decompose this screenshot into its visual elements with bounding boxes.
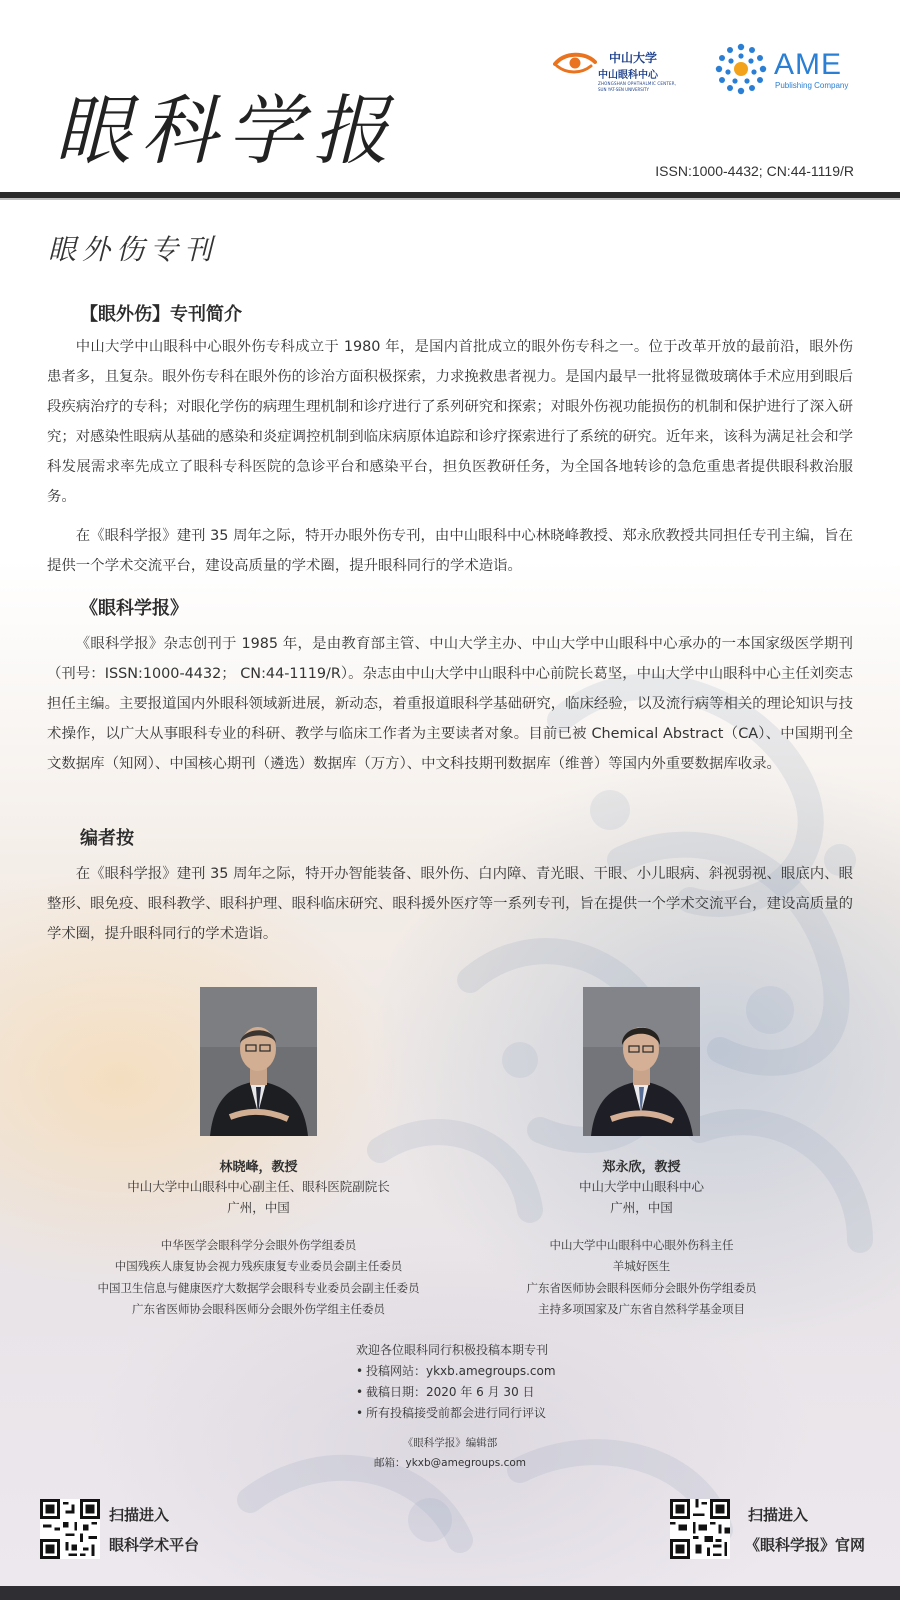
qr-left-label-2: 眼科学术平台 [109,1536,200,1554]
qr-right-label-2: 《眼科学报》官网 [745,1536,866,1554]
editor-note-paragraph: 在《眼科学报》建刊 35 周年之际，特开办智能装备、眼外伤、白内障、青光眼、干眼、小儿眼病、斜视弱视、眼底内、眼整形、眼免疫、眼科教学、眼科护理、眼科临床研究、眼科援外医疗等一系列专刊，旨在提供一个学术交流平台，建设高质量的学术圈，提升眼科同行的学术造诣。 [47,866,853,942]
editor-name-zheng: 郑永欣，教授 [602,1160,681,1175]
sysu-logo-en-1: ZHONGSHAN OPHTHALMIC CENTER, [598,81,677,86]
journal-heading: 《眼科学报》 [80,598,188,619]
ame-logo [714,42,854,98]
bullet-icon: • [356,1385,364,1399]
invite-headline: 欢迎各位眼科同行积极投稿本期专刊 [356,1343,549,1357]
editor-role-lin-3: 中国卫生信息与健康医疗大数据学会眼科专业委员会副主任委员 [97,1281,420,1295]
editor-location-lin: 广州，中国 [227,1200,290,1215]
ame-wordmark: AME [774,48,843,81]
sysu-zoc-logo [553,44,688,94]
bullet-icon: • [356,1364,364,1378]
editorial-email[interactable]: 邮箱：ykxb@amegroups.com [373,1457,527,1469]
editorial-office: 《眼科学报》编辑部 [402,1437,498,1449]
sysu-logo-text-1: 中山大学 [609,51,658,65]
invite-item-text: 投稿网站：ykxb.amegroups.com [366,1364,556,1378]
editor-note-heading: 编者按 [80,828,134,849]
sysu-logo-en-2: SUN YAT-SEN UNIVERSITY [598,87,649,92]
invite-item-deadline [356,1383,535,1400]
invite-item-review [356,1404,546,1421]
intro-paragraph-1: 中山大学中山眼科中心眼外伤专科成立于 1980 年，是国内首批成立的眼外伤专科之一。位于改革开放的最前沿，眼外伤患者多，且复杂。眼外伤专科在眼外伤的诊治方面积极探索，力求挽救患者视力。是国内最早一批将显微玻璃体手术应用到眼后段疾病治疗的专科；对眼化学伤的病理生理机制和诊疗进行了系列研究和探索；对眼外伤视功能损伤的机制和保护进行了深入研究；对感染性眼病从基础的感染和炎症调控机制到临床病原体追踪和诊疗探索进行了系统的研究。近年来，该科为满足社会和学科发展需求率先成立了眼科专科医院的急诊平台和感染平台，担负医教研任务，为全国各地转诊的急危重患者提供眼科救治服务。 [47,339,853,505]
qr-code-academic-platform[interactable] [40,1499,100,1559]
editor-title-lin: 中山大学中山眼科中心副主任、眼科医院副院长 [127,1179,390,1194]
editor-role-lin-2: 中国残疾人康复协会视力残疾康复专业委员会副主任委员 [114,1259,403,1273]
editor-role-lin-1: 中华医学会眼科学分会眼外伤学组委员 [160,1238,357,1252]
journal-paragraph: 《眼科学报》杂志创刊于 1985 年，是由教育部主管、中山大学主办、中山大学中山眼科中心承办的一本国家级医学期刊（刊号：ISSN:1000-4432； CN:44-1119/R）。杂志由中山大学中山眼科中心前院长葛坚，中山大学中山眼科中心主任刘奕志担任主编。主要报道国内外眼科领域新进展，新动态，着重报道眼科学基础研究，临床经验，以及流行病等相关的理论知识与技术操作，以广大从事眼科专业的科研、教学与临床工作者为主要读者对象。目前已被 Chemical Abstract（CA）、中国期刊全文数据库（知网）、中国核心期刊（遴选）数据库（万方）、中文科技期刊数据库（维普）等国内外重要数据库收录。 [47,636,853,772]
special-issue-title: 眼外伤专刊 [48,233,219,266]
editor-name-lin: 林晓峰，教授 [219,1160,298,1175]
header [0,0,900,196]
editor-title-zheng: 中山大学中山眼科中心 [578,1179,704,1194]
intro-heading: 【眼外伤】专刊简介 [80,304,242,325]
editor-role-zheng-1: 中山大学中山眼科中心眼外伤科主任 [549,1238,734,1252]
ame-dots-icon [714,42,768,96]
qr-left-label-1: 扫描进入 [109,1506,170,1524]
bullet-icon: • [356,1406,364,1420]
journal-title: 眼科学报 [55,86,399,175]
ame-subtitle: Publishing Company [775,81,849,90]
editor-photo-zheng [583,987,700,1136]
editor-role-zheng-4: 主持多项国家及广东省自然科学基金项目 [538,1302,745,1316]
qr-right-label-1: 扫描进入 [748,1506,809,1524]
footer-bar [0,1586,900,1600]
issn-line: ISSN:1000-4432; CN:44-1119/R [655,163,854,179]
qr-code-journal-website[interactable] [670,1499,730,1559]
invite-item-website[interactable] [356,1362,556,1379]
editor-role-zheng-3: 广东省医师协会眼科医师分会眼外伤学组委员 [526,1281,757,1295]
editor-location-zheng: 广州，中国 [610,1200,673,1215]
invite-item-text: 所有投稿接受前都会进行同行评议 [366,1406,547,1420]
intro-paragraph-2: 在《眼科学报》建刊 35 周年之际，特开办眼外伤专刊，由中山眼科中心林晓峰教授、郑永欣教授共同担任专刊主编，旨在提供一个学术交流平台，建设高质量的学术圈，提升眼科同行的学术造诣。 [47,528,853,574]
editor-role-zheng-2: 羊城好医生 [612,1259,671,1273]
editor-role-lin-4: 广东省医师协会眼科医师分会眼外伤学组主任委员 [132,1302,385,1316]
editor-photo-lin [200,987,317,1136]
sysu-logo-text-2: 中山眼科中心 [598,70,658,81]
invite-item-text: 截稿日期：2020 年 6 月 30 日 [366,1385,535,1399]
header-divider-light [0,198,900,200]
eye-logo-icon [553,50,597,76]
